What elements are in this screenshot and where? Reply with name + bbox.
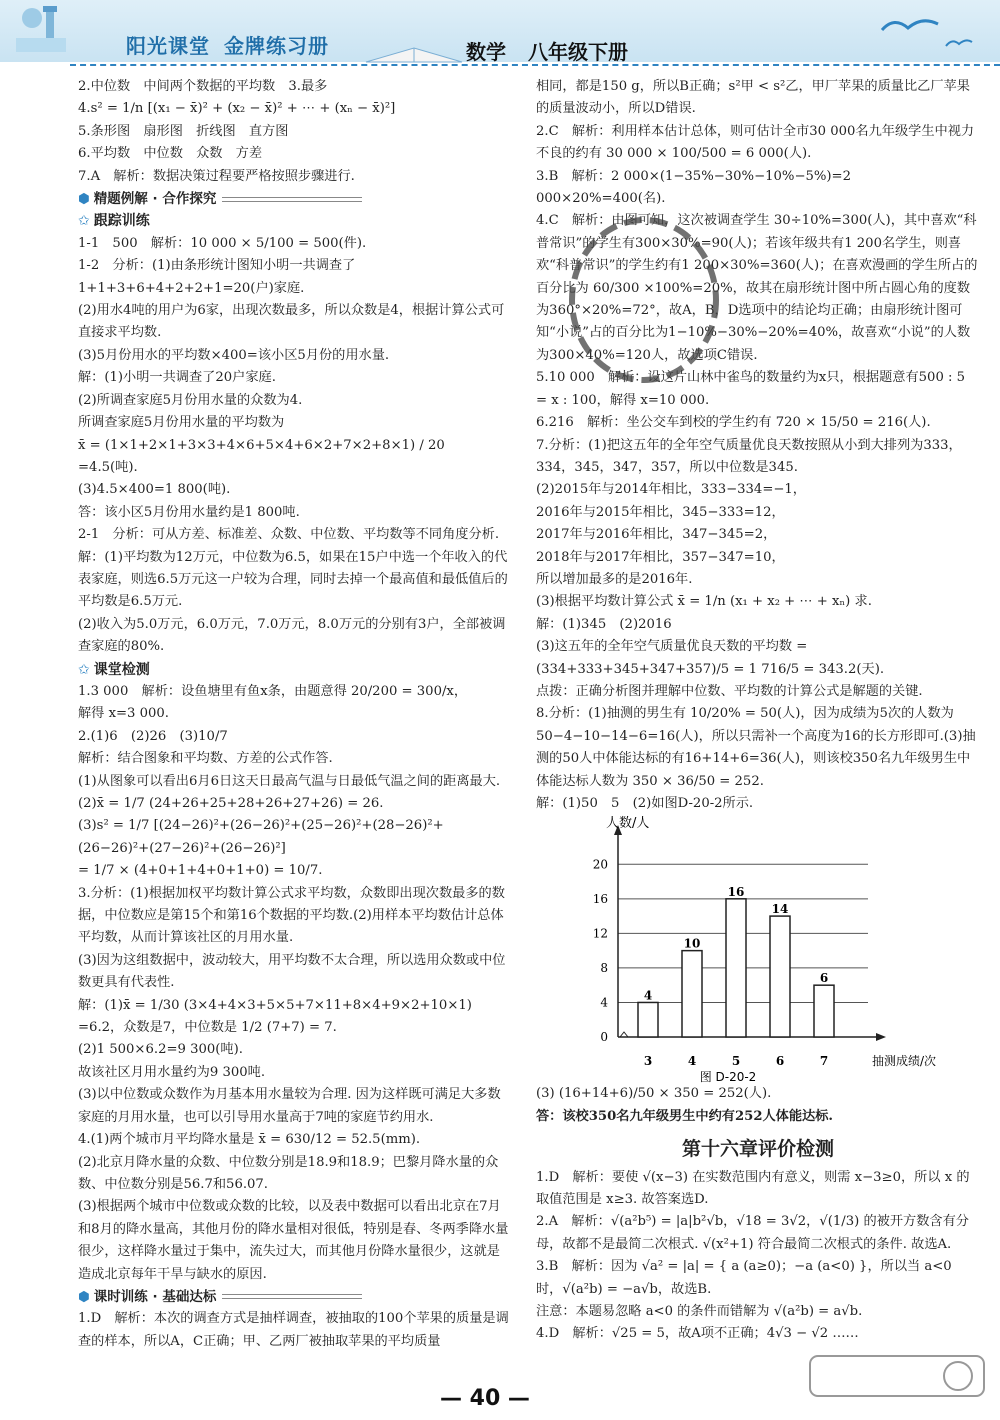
text-line: 3.B 解析：2 000×(1−35%−30%−10%−5%)=2 000×20%=400(名). <box>536 168 851 207</box>
text-line: 解：(1)50 5 (2)如图D-20-2所示. <box>536 796 754 811</box>
text-line: 解：(1)345 (2)2016 <box>536 616 672 632</box>
text-line: (2)x̄ = 1/7 (24+26+25+28+26+27+26) = 26. <box>78 796 384 811</box>
section-heading-text: 课堂检测 <box>93 661 150 678</box>
text-line: 2-1 分析：可从方差、标准差、众数、中位数、平均数等不同角度分析. <box>78 527 500 543</box>
text-line: 故该社区月用水量约为9 300吨. <box>78 1064 266 1080</box>
section-heading <box>78 1286 510 1308</box>
heading-rule <box>222 1294 362 1299</box>
y-tick-label: 20 <box>592 857 608 872</box>
star-icon: ✩ <box>78 661 90 678</box>
y-tick-label: 16 <box>592 892 608 907</box>
watermark-stamp <box>556 210 731 390</box>
section-heading <box>78 188 510 210</box>
text-line: (3)4.5×400=1 800(吨). <box>78 482 231 498</box>
bar <box>770 916 790 1037</box>
text-line: (3) (16+14+6)/50 × 350 = 252(人). <box>536 1086 772 1102</box>
text-line: 1-1 500 解析：10 000 × 5/100 = 500(件). <box>78 235 367 251</box>
chapter-title: 第十六章评价检测 <box>681 1138 834 1161</box>
hexagon-icon: ⬢ <box>78 191 90 208</box>
section-heading-text: 精题例解 · 合作探究 <box>93 191 217 208</box>
x-axis-title: 抽测成绩/次 <box>872 1054 937 1069</box>
section-heading <box>78 659 510 681</box>
text-line: (3)s² = 1/7 [(24−26)²+(26−26)²+(25−26)²+(28−26)²+(26−26)²+(27−26)²+(26−26)²] <box>78 818 444 856</box>
text-line: 7.A 解析：数据决策过程要严格按照步骤进行. <box>78 168 355 184</box>
site-logo-watermark <box>808 1352 986 1414</box>
text-line: x̄ = (1×1+2×1+3×3+4×6+5×4+6×2+7×2+8×1) / 20 <box>78 437 445 453</box>
text-line: 3.分析：(1)根据加权平均数计算公式求平均数，众数即出现次数最多的数据，中位数应是第15个和第16个数据的平均数.(2)用样本平均数估计总体平均数，从而计算该社区的月用水量. <box>78 885 505 946</box>
text-line: 7.分析：(1)把这五年的全年空气质量优良天数按照从小到大排列为333，334，345，347，357，所以中位数是345. <box>536 437 962 475</box>
text-line: 所调查家庭5月份用水量的平均数为 <box>78 415 285 431</box>
text-line: (2)用水4吨的用户为6家，出现次数最多，所以众数是4，根据计算公式可直接求平均数. <box>78 303 505 341</box>
bar <box>682 951 702 1037</box>
text-line: 5.条形图 扇形图 折线图 直方图 <box>78 123 289 139</box>
text-line: 1.3 000 解析：设鱼塘里有鱼x条，由题意得 20/200 = 300/x， <box>78 683 468 699</box>
bar-chart-svg <box>536 815 980 1083</box>
text-line: 2.A 解析：√(a²b⁵) = |a|b²√b，√18 = 3√2，√(1/3) 的被开方数含有分母，故都不是最简二次根式. √(x²+1) 符合最简二次根式的条件. 故选A. <box>536 1214 969 1252</box>
text-line: 4.(1)两个城市月平均降水量是 x̄ = 630/12 = 52.5(mm). <box>78 1132 421 1148</box>
text-line: (3)因为这组数据中，波动较大，用平均数不太合理，所以选用众数或中位数更具有代表性. <box>78 952 506 991</box>
text-line: =6.2，众数是7，中位数是 1/2 (7+7) = 7. <box>78 1020 337 1036</box>
text-line: (2)1 500×6.2=9 300(吨). <box>78 1042 243 1058</box>
text-line: (2)收入为5.0万元，6.0万元，7.0万元，8.0万元的分别有3户，全部被调查家庭的80%. <box>78 616 506 655</box>
text-line: 2.(1)6 (2)26 (3)10/7 <box>78 728 228 744</box>
x-axis-arrow-icon <box>876 1033 886 1041</box>
star-icon: ✩ <box>78 213 90 230</box>
subject-name: 数学 <box>466 40 506 64</box>
chart-caption: 图 D-20-2 <box>699 1070 757 1084</box>
y-tick-label: 4 <box>600 995 608 1010</box>
text-line: 解：(1)小明一共调查了20户家庭. <box>78 370 276 386</box>
y-tick-label: 12 <box>592 926 608 941</box>
text-line: 2016年与2015年相比，345−333=12， <box>536 504 785 520</box>
text-line: (2)北京月降水量的众数、中位数分别是18.9和18.9；巴黎月降水量的众数、中位数分别是56.7和56.07. <box>78 1154 499 1192</box>
brand-title <box>126 30 343 59</box>
heading-rule <box>222 197 362 202</box>
text-line: 4.D 解析：√25 = 5，故A项不正确；4√3 − √2 …… <box>536 1326 859 1342</box>
text-line: 6.216 解析：坐公交车到校的学生约有 720 × 15/50 = 216(人). <box>536 415 931 431</box>
lighthouse-illustration <box>12 4 70 58</box>
bar-value-label: 6 <box>819 971 829 986</box>
y-tick-label: 8 <box>600 961 608 976</box>
text-line: 注意：本题易忽略 a<0 的条件而错解为 √(a²b) = a√b. <box>536 1304 863 1320</box>
section-heading-text: 课时训练 · 基础达标 <box>93 1288 217 1305</box>
book-illustration <box>362 40 466 66</box>
bar-value-label: 4 <box>643 988 653 1003</box>
text-line: 5.10 000 解析：设这片山林中雀鸟的数量约为x只，根据题意有500 : 5 = x : 100，解得 x=10 000. <box>536 370 966 408</box>
y-axis-title: 人数/人 <box>606 816 650 832</box>
x-tick-label: 6 <box>775 1054 785 1069</box>
grade-name: 八年级下册 <box>528 40 628 64</box>
seagull-icon <box>944 36 974 50</box>
text-line: (3)5月份用水的平均数×400=该小区5月份的用水量. <box>78 347 390 363</box>
text-line: 解得 x=3 000. <box>78 706 169 722</box>
text-line: 2.中位数 中间两个数据的平均数 3.最多 <box>78 79 328 94</box>
x-tick-label: 5 <box>731 1054 741 1069</box>
subject-title <box>466 36 650 65</box>
text-line: 2018年与2017年相比，357−347=10， <box>536 549 785 565</box>
x-tick-label: 3 <box>643 1054 653 1069</box>
text-line: 1-2 分析：(1)由条形统计图知小明一共调查了1+1+3+6+4+2+2+1=20(户)家庭. <box>78 258 356 296</box>
right-column-top <box>536 76 980 815</box>
x-tick-label: 7 <box>819 1054 829 1069</box>
header-banner <box>0 0 1000 62</box>
text-line: 2017年与2016年相比，347−345=2， <box>536 527 777 543</box>
text-line: (3)根据平均数计算公式 x̄ = 1/n (x₁ + x₂ + ⋯ + xₙ) 求. <box>536 594 872 610</box>
bar-value-label: 10 <box>683 937 701 952</box>
text-line: (2)2015年与2014年相比，333−334=−1， <box>536 482 806 498</box>
text-line: 6.平均数 中位数 众数 方差 <box>78 146 263 162</box>
text-line: 解：(1)x̄ = 1/30 (3×4+4×3+5×5+7×11+8×4+9×2+10×1) <box>78 997 472 1013</box>
brand-left: 阳光课堂 <box>126 34 210 58</box>
right-column-bottom <box>536 1083 980 1345</box>
bar-value-label: 14 <box>771 902 789 917</box>
bar <box>638 1003 658 1038</box>
hexagon-icon: ⬢ <box>78 1288 90 1305</box>
text-line: 1.D 解析：本次的调查方式是抽样调查，被抽取的100个苹果的质量是调查的样本，所以A，C正确；甲、乙两厂被抽取苹果的平均质量 <box>78 1311 509 1349</box>
x-tick-label: 4 <box>687 1054 697 1069</box>
text-line: 相同，都是150 g，所以B正确；s²甲 < s²乙，甲厂苹果的质量比乙厂苹果的质量波动小，所以D错误. <box>536 79 970 117</box>
text-line: (3)以中位数或众数作为月基本用水量较为合理. 因为这样既可满足大多数家庭的月用水量，也可以引导用水量高于7吨的家庭节约用水. <box>78 1087 501 1125</box>
text-line: 解析：结合图象和平均数、方差的公式作答. <box>78 751 333 767</box>
text-line: 4.C 解析：由图可知，这次被调查学生 30÷10%=300(人)，其中喜欢“科普常识”的学生有300×30%=90(人)；若该年级共有1 200名学生，则喜欢“科普常识”的学生约有1 200×30%=360(人)；在喜欢漫画的学生所占的百分比为 60/300 ×100%=20%，故其在扇形统计图中所占圆心角的度数为360°×20%=72°，故A，B，D选项中的结论均正确；由扇形统计图可知“小说”占的百分比为1−10%−30%−20%=40%，故喜欢“小说”的人数为300×40%=120人，故选项C错误. <box>536 213 978 363</box>
text-line: (2)所调查家庭5月份用水量的众数为4. <box>78 392 303 408</box>
text-line: 3.B 解析：因为 √a² = |a| = { a (a≥0)；−a (a<0) }，所以当 a<0 时，√(a²b) = −a√b，故选B. <box>536 1259 952 1297</box>
text-line: =4.5(吨). <box>78 459 138 475</box>
text-line: 4.s² = 1/n [(x₁ − x̄)² + (x₂ − x̄)² + ⋯ + (xₙ − x̄)²] <box>78 101 396 117</box>
text-line: 解：(1)平均数为12万元，中位数为6.5，如果在15户中选一个年收入的代表家庭，则选6.5万元这一户较为合理，同时去掉一个最高值和最低值后的平均数是6.5万元. <box>78 549 508 610</box>
left-column <box>78 76 510 1353</box>
text-line: (1)从图象可以看出6月6日这天日最高气温与日最低气温之间的距离最大. <box>78 773 501 789</box>
bar-chart <box>536 815 980 1083</box>
text-line: 答：该校350名九年级男生中约有252人体能达标. <box>536 1108 834 1124</box>
bar <box>726 899 746 1037</box>
text-line: 所以增加最多的是2016年. <box>536 571 693 587</box>
text-line: (3)这五年的全年空气质量优良天数的平均数 = (334+333+345+347+357)/5 = 1 716/5 = 343.2(天). <box>536 639 885 677</box>
text-line: 点拨：正确分析图并理解中位数、平均数的计算公式是解题的关键. <box>536 683 923 699</box>
seagull-icon <box>880 14 940 38</box>
section-heading-text: 跟踪训练 <box>93 213 150 230</box>
text-line: 答：该小区5月份用水量约是1 800吨. <box>78 504 300 520</box>
page-number: — 40 — <box>440 1386 530 1411</box>
text-line: 1.D 解析：要使 √(x−3) 在实数范围内有意义，则需 x−3≥0，所以 x 的取值范围是 x≥3. 故答案选D. <box>536 1169 970 1208</box>
section-heading <box>78 210 510 232</box>
text-line: 8.分析：(1)抽测的男生有 10/20% = 50(人)，因为成绩为5次的人数为50−4−10−14−6=16(人)，所以只需补一个高度为16的长方形即可.(3)抽测的50人中体能达标的有16+14+6=36(人)，则该校350名九年级男生中体能达标人数为 350 × 36/50 = 252. <box>536 706 976 789</box>
bar-value-label: 16 <box>727 885 745 900</box>
text-line: 2.C 解析：利用样本估计总体，则可估计全市30 000名九年级学生中视力不良的约有 30 000 × 100/500 = 6 000(人). <box>536 123 975 162</box>
bar <box>814 986 834 1038</box>
text-line: = 1/7 × (4+0+1+4+0+1+0) = 10/7. <box>78 863 323 879</box>
header-divider <box>70 64 1000 66</box>
y-tick-label: 0 <box>600 1030 608 1045</box>
text-line: (3)根据两个城市中位数或众数的比较，以及表中数据可以看出北京在7月和8月的降水量高，其他月份的降水量相对很低，特别是春、冬两季降水量很少，这样降水量过于集中，流失过大，而其他月份降水量很少，这就是造成北京每年干旱与缺水的原因. <box>78 1199 509 1282</box>
brand-right: 金牌练习册 <box>224 34 329 58</box>
